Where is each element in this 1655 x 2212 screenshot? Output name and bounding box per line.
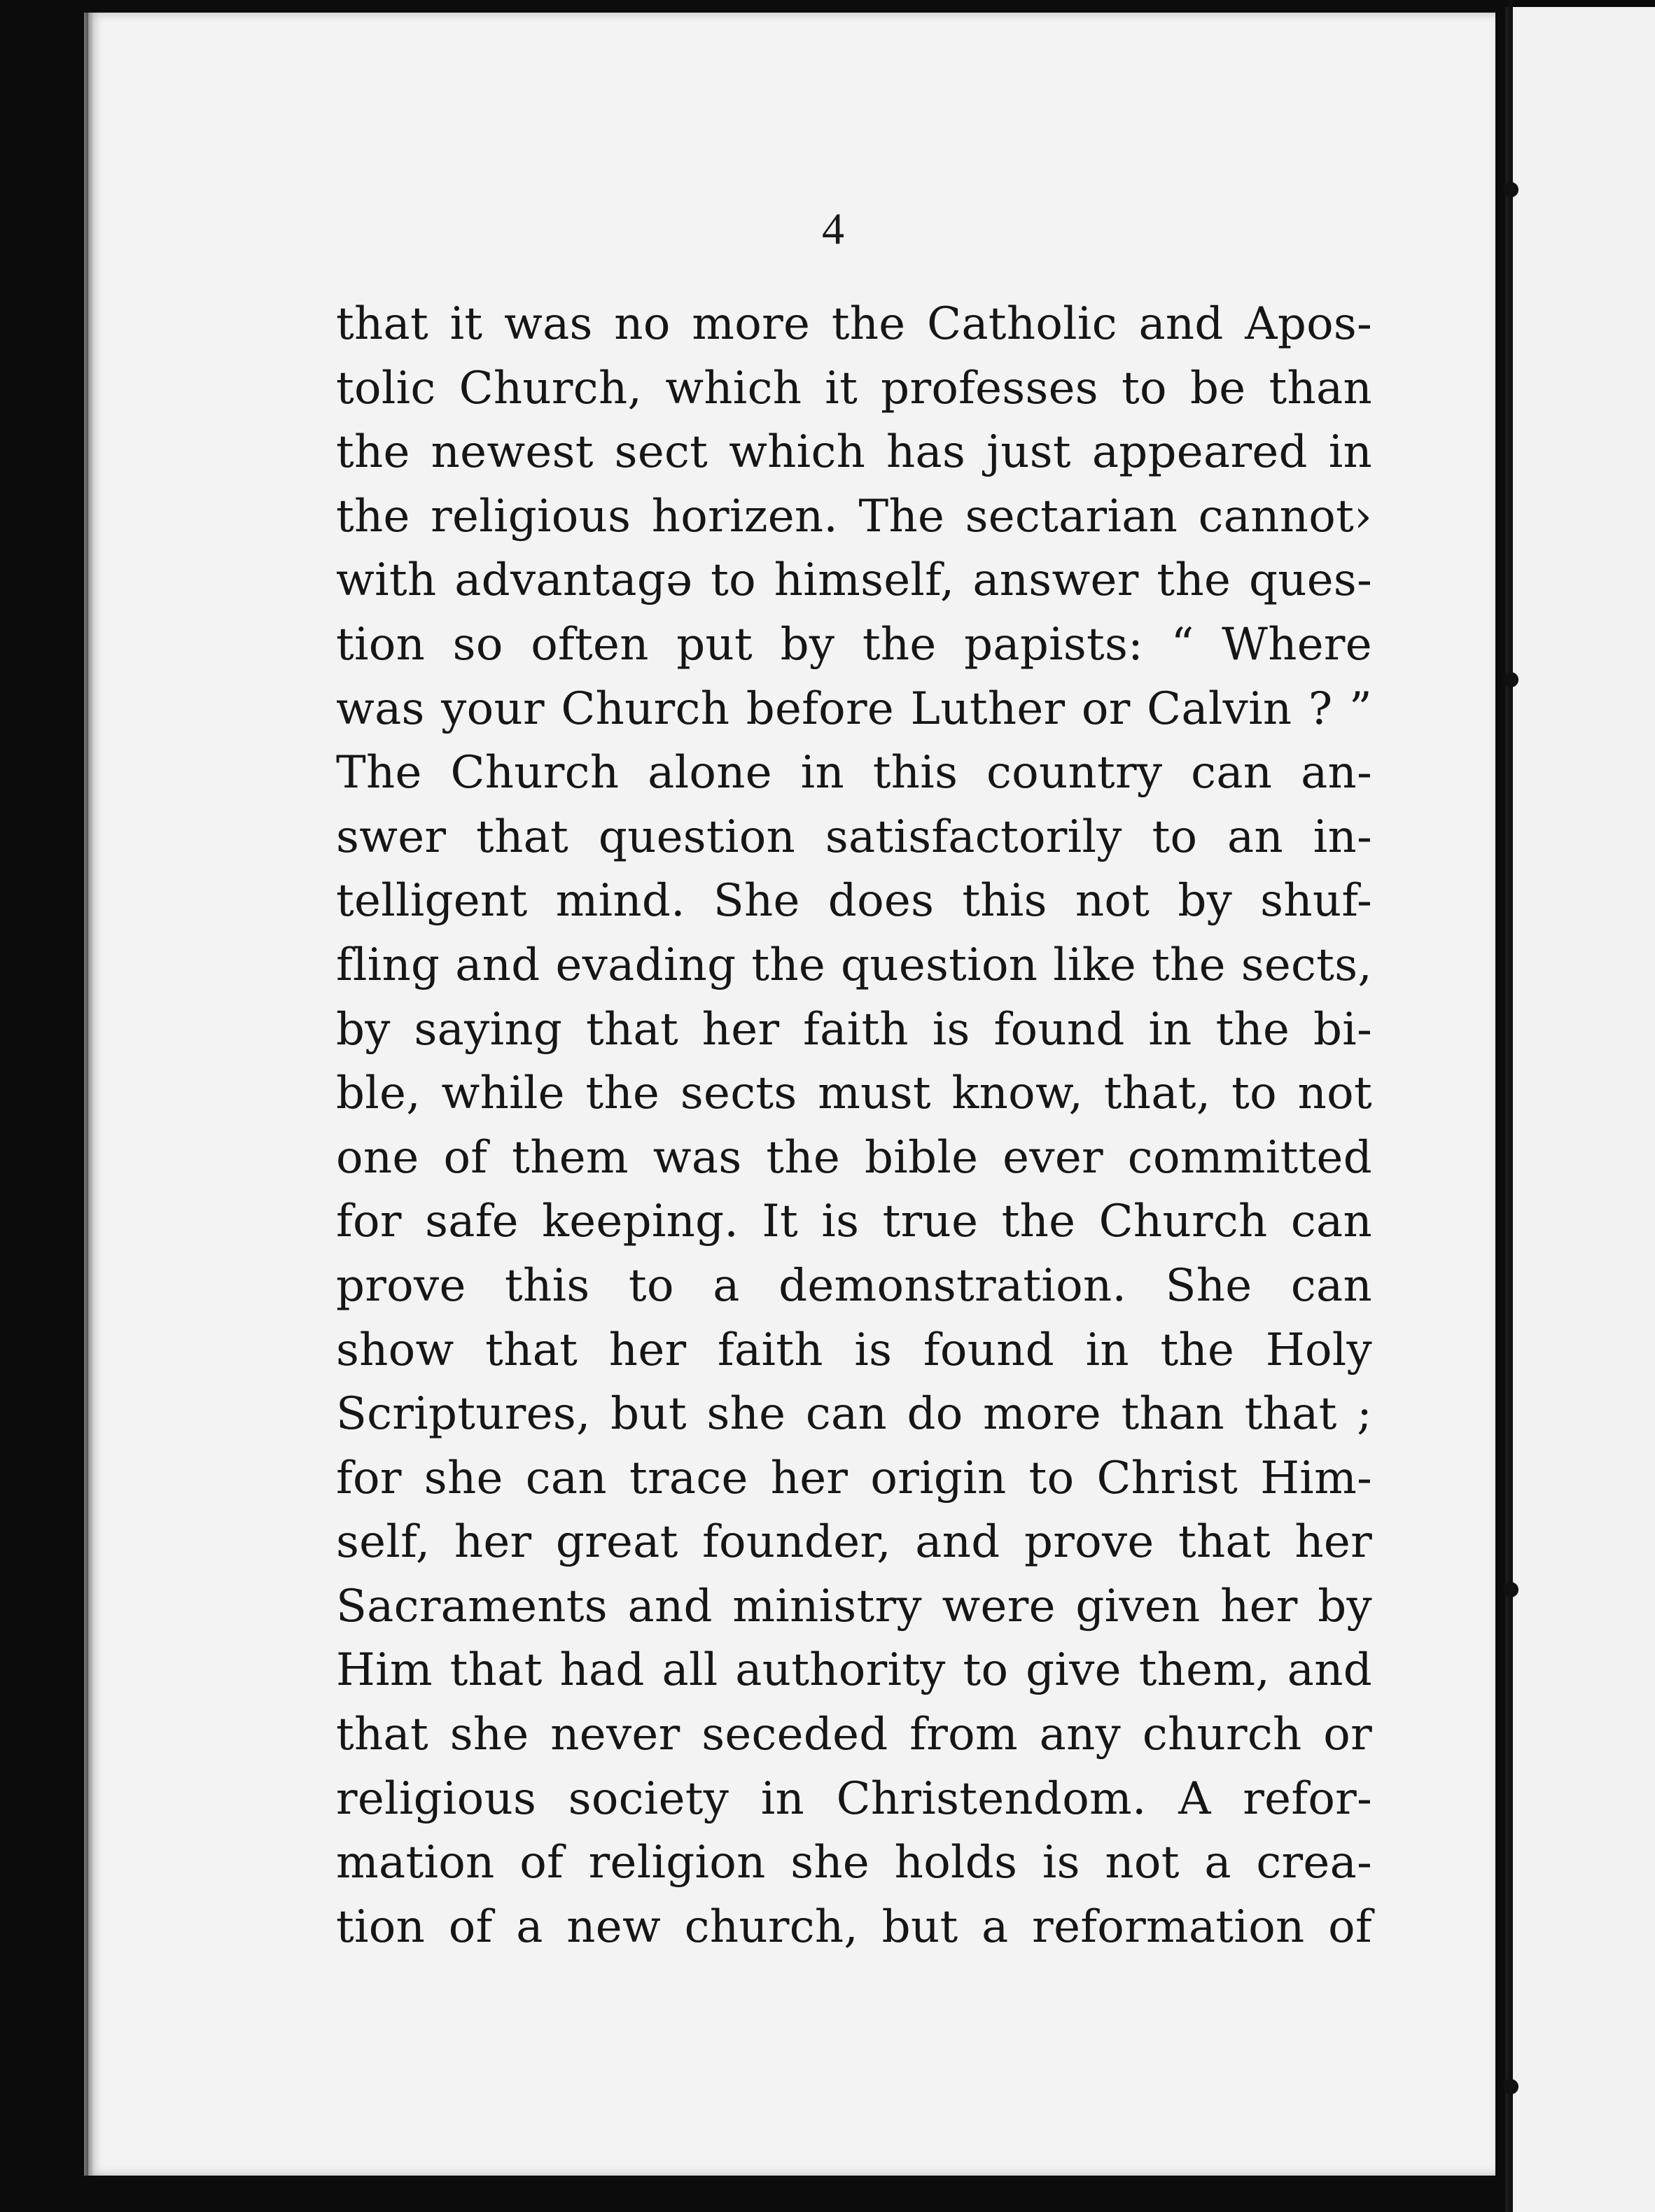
text-line: by saying that her faith is found in the bi- <box>336 1003 1372 1056</box>
text-line: for she can trace her origin to Christ Him- <box>336 1452 1372 1504</box>
binding-line <box>1509 0 1513 2212</box>
text-line: one of them was the bible ever committed <box>336 1131 1372 1184</box>
text-line: show that her faith is found in the Holy <box>336 1324 1372 1376</box>
text-line: for safe keeping. It is true the Church can <box>336 1196 1372 1248</box>
text-line: The Church alone in this country can an- <box>336 747 1372 799</box>
text-line: religious society in Christendom. A refor- <box>336 1772 1372 1825</box>
text-line: fling and evading the question like the sects, <box>336 939 1372 991</box>
text-line: with advantagə to himself, answer the ques- <box>336 554 1372 607</box>
text-line: tion so often put by the papists: “ Where <box>336 618 1372 671</box>
text-line: ble, while the sects must know, that, to not <box>336 1068 1372 1120</box>
scan-top-border <box>0 0 1655 13</box>
text-line: Him that had all authority to give them, and <box>336 1644 1372 1697</box>
text-line: prove this to a demonstration. She can <box>336 1259 1372 1312</box>
binding-stitch <box>1503 672 1518 687</box>
text-line: the newest sect which has just appeared in <box>336 426 1372 479</box>
text-line: Scriptures, but she can do more than that ; <box>336 1388 1372 1441</box>
text-line: swer that question satisfactorily to an in- <box>336 811 1372 863</box>
facing-page-strip <box>1505 7 1655 2212</box>
text-line: was your Church before Luther or Calvin ? ” <box>336 682 1372 735</box>
text-line: mation of religion she holds is not a crea- <box>336 1837 1372 1889</box>
binding-stitch <box>1503 1582 1518 1597</box>
text-line: Sacraments and ministry were given her by <box>336 1580 1372 1632</box>
text-line: that it was no more the Catholic and Apos- <box>336 298 1372 350</box>
text-line: tolic Church, which it professes to be than <box>336 362 1372 414</box>
binding-stitch <box>1503 2079 1518 2094</box>
text-line: telligent mind. She does this not by shuf- <box>336 875 1372 927</box>
text-line: that she never seceded from any church or <box>336 1709 1372 1761</box>
text-line: self, her great founder, and prove that her <box>336 1516 1372 1569</box>
binding-stitch <box>1503 182 1518 197</box>
body-text <box>336 293 1372 1959</box>
page-edge-shadow <box>84 13 94 2176</box>
page-number: 4 <box>822 204 844 253</box>
text-line: tion of a new church, but a reformation of <box>336 1900 1372 1953</box>
text-line: the religious horizen. The sectarian cannot› <box>336 490 1372 542</box>
